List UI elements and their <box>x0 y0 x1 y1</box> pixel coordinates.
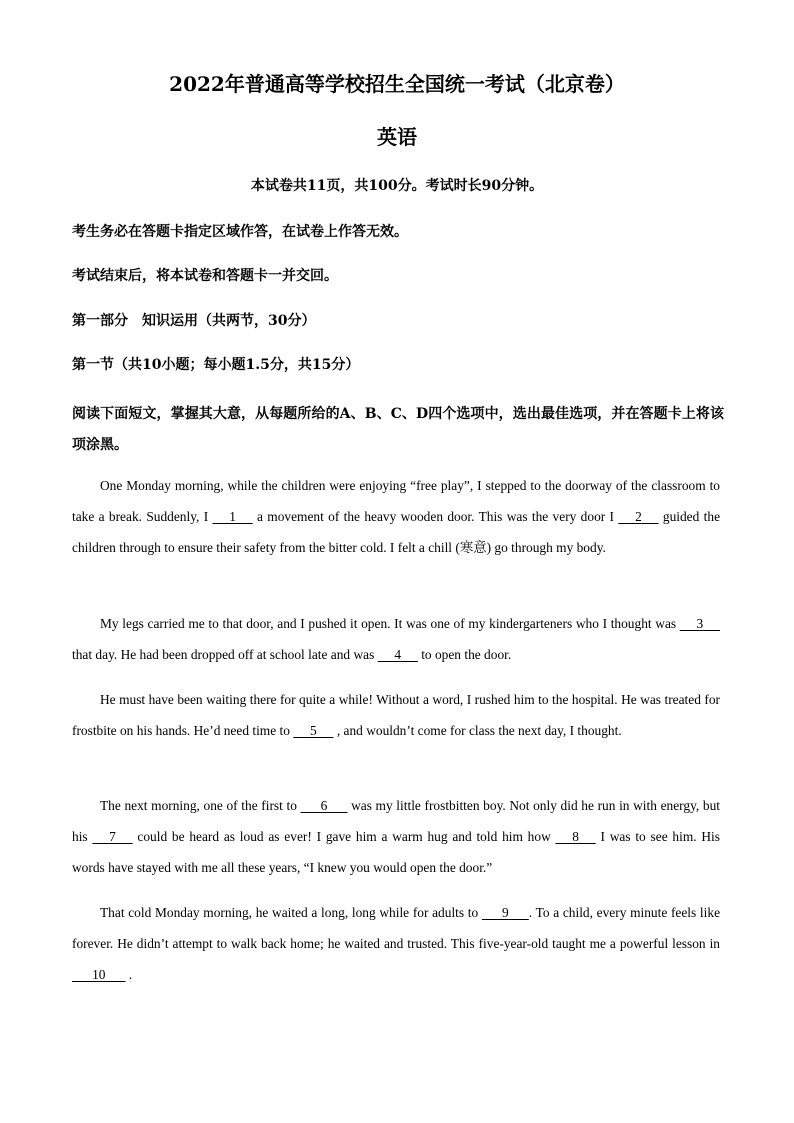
blank-5: 5 <box>310 723 317 738</box>
section-heading: 第一节（共10小题；每小题1.5分，共15分） <box>72 357 360 373</box>
text-run: I was to see him. His words have stayed with me all these years, “I knew you would open the door.” <box>72 829 720 875</box>
exam-title: 2022年普通高等学校招生全国统一考试（北京卷） <box>169 72 625 96</box>
text-run: The next morning, one of the first to <box>100 798 301 813</box>
text-run: could be heard as loud as ever! I gave him a warm hug and told him how <box>132 829 556 844</box>
passage-paragraph-1 <box>72 470 720 563</box>
text-run: My legs carried me to that door, and I pushed it open. It was one of my kindergarteners who I thought was <box>100 616 680 631</box>
passage-paragraph-2 <box>72 608 720 670</box>
blank-7: 7 <box>109 829 116 844</box>
instruction-answer-card: 考生务必在答题卡指定区域作答，在试卷上作答无效。 <box>72 224 408 240</box>
passage-paragraph-3 <box>72 684 720 746</box>
text-run: . To a child, every minute feels like forever. He didn’t attempt to walk back home; he waited and trusted. This five-year-old taught me a powerful lesson in <box>72 905 721 951</box>
reading-direction: 阅读下面短文，掌握其大意，从每题所给的A、B、C、D四个选项中，选出最佳选项，并在答题卡上将该项涂黑。 <box>72 406 724 453</box>
subject-title: 英语 <box>377 125 417 149</box>
part-heading: 第一部分 知识运用（共两节，30分） <box>72 313 316 329</box>
text-run: . <box>125 967 133 982</box>
exam-meta: 本试卷共11页，共100分。考试时长90分钟。 <box>250 178 544 194</box>
text-run: He must have been waiting there for quite a while! Without a word, I rushed him to the hospital. He was treated for frostbite on his hands. He’d need time to <box>72 692 720 738</box>
text-run: One Monday morning, while the children were enjoying “free play”, I stepped to the doorway of the classroom to take a break. Suddenly, I <box>72 478 720 524</box>
blank-9: 9 <box>502 905 509 920</box>
text-run: guided the children through to ensure their safety from the bitter cold. I felt a chill (寒意) go through my body. <box>72 509 721 555</box>
blank-10: 10 <box>92 967 106 982</box>
blank-3: 3 <box>696 616 704 631</box>
blank-6: 6 <box>320 798 328 813</box>
blank-8: 8 <box>572 829 579 844</box>
passage-paragraph-4 <box>72 790 720 883</box>
text-run: That cold Monday morning, he waited a long, long while for adults to <box>100 905 482 920</box>
text-run: to open the door. <box>417 647 512 662</box>
blank-4: 4 <box>394 647 402 662</box>
text-run: , and wouldn’t come for class the next day, I thought. <box>333 723 622 738</box>
text-run: a movement of the heavy wooden door. This was the very door I <box>252 509 619 524</box>
text-run: that day. He had been dropped off at school late and was <box>72 647 378 662</box>
blank-1: 1 <box>229 509 236 524</box>
blank-2: 2 <box>635 509 642 524</box>
text-run: was my little frostbitten boy. Not only did he run in with energy, but his <box>72 798 720 844</box>
passage-paragraph-5 <box>72 897 720 990</box>
instruction-submit: 考试结束后，将本试卷和答题卡一并交回。 <box>72 268 338 284</box>
